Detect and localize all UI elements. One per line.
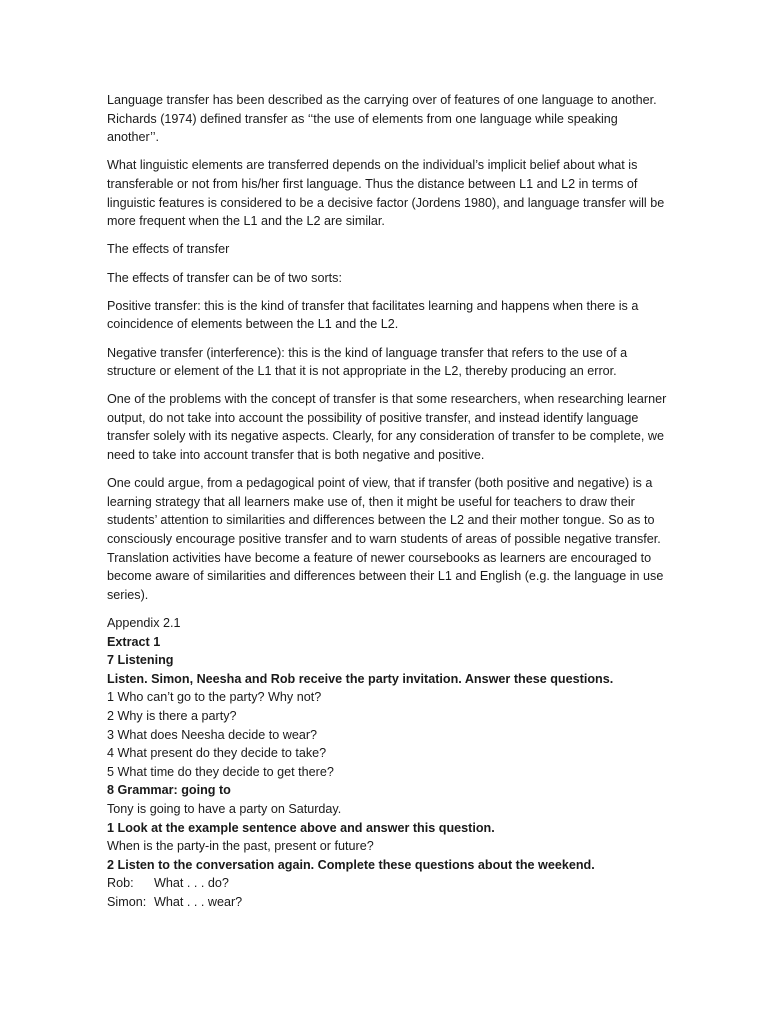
dialog-speaker: Rob: xyxy=(107,876,134,891)
paragraph-negative-transfer: Negative transfer (interference): this is the kind of language transfer that refers to the use of a structure or element of the L1 that it is not appropriate in the L2, thereby producing an error. xyxy=(107,345,628,379)
question-item: 4 What present do they decide to take? xyxy=(107,746,327,761)
appendix-section xyxy=(107,614,667,912)
dialog-speaker: Simon: xyxy=(107,894,147,909)
task-1-question: When is the party-in the past, present or future? xyxy=(107,839,374,854)
task-1-instruction: 1 Look at the example sentence above and answer this question. xyxy=(107,820,495,835)
paragraph-two-sorts: The effects of transfer can be of two sorts: xyxy=(107,270,342,285)
paragraph-pedagogical: One could argue, from a pedagogical point of view, that if transfer (both positive and negative) is a learning strategy that all learners make use of, then it might be useful for teachers to draw their students’ attention to similarities and differences between the L2 and their mother tongue. So as to consciously encourage positive transfer and to warn students of areas of possible negative transfer. Translation activities have become a feature of newer coursebooks as learners are encouraged to become aware of similarities and differences between their L1 and English (e.g. the language in use series). xyxy=(107,476,664,602)
task-2-instruction: 2 Listen to the conversation again. Complete these questions about the weekend. xyxy=(107,857,595,872)
dialog-text: What . . . do? xyxy=(154,876,229,891)
question-item: 1 Who can’t go to the party? Why not? xyxy=(107,690,322,705)
question-item: 2 Why is there a party? xyxy=(107,708,237,723)
section-heading-effects: The effects of transfer xyxy=(107,242,230,257)
listening-heading: 7 Listening xyxy=(107,653,174,668)
example-sentence: Tony is going to have a party on Saturday. xyxy=(107,801,342,816)
dialog-text: What . . . wear? xyxy=(154,894,243,909)
grammar-heading: 8 Grammar: going to xyxy=(107,783,231,798)
dialog-line-simon xyxy=(107,893,667,912)
appendix-heading: Appendix 2.1 xyxy=(107,616,181,630)
document-page xyxy=(107,91,667,912)
extract-heading: Extract 1 xyxy=(107,634,161,649)
question-item: 3 What does Neesha decide to wear? xyxy=(107,727,318,742)
paragraph-transfer-definition: Language transfer has been described as the carrying over of features of one language to another. Richards (1974) defined transfer as ‘‘the use of elements from one language while speaking another’’. xyxy=(107,93,657,145)
dialog-line-rob xyxy=(107,874,667,893)
paragraph-positive-transfer: Positive transfer: this is the kind of transfer that facilitates learning and happens when there is a coincidence of elements between the L1 and the L2. xyxy=(107,298,639,332)
question-item: 5 What time do they decide to get there? xyxy=(107,764,334,779)
listening-instruction: Listen. Simon, Neesha and Rob receive the party invitation. Answer these questions. xyxy=(107,671,614,686)
paragraph-linguistic-elements: What linguistic elements are transferred depends on the individual’s implicit belief about what is transferable or not from his/her first language. Thus the distance between L1 and L2 in terms of linguistic features is considered to be a decisive factor (Jordens 1980), and language transfer will be more frequent when the L1 and the L2 are similar. xyxy=(107,158,665,229)
paragraph-problems: One of the problems with the concept of transfer is that some researchers, when researching learner output, do not take into account the possibility of positive transfer, and instead identify language transfer solely with its negative aspects. Clearly, for any consideration of transfer to be complete, we need to take into account transfer that is both negative and positive. xyxy=(107,392,667,463)
